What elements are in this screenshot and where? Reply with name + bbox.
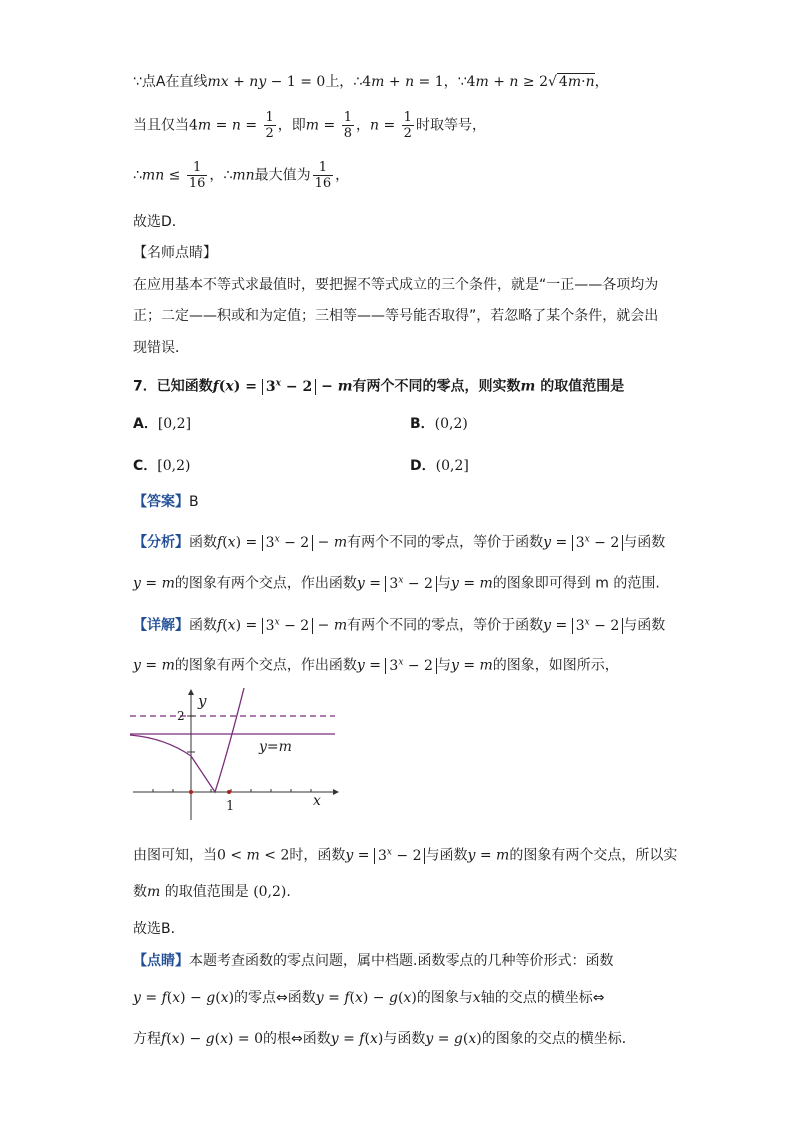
x-axis-arrow [333,789,339,795]
point-line-1: 【点睛】本题考查函数的零点问题，属中档题.函数零点的几种等价形式：函数 [133,953,614,969]
x-tick-label: 1 [226,799,235,814]
tip-line-2: 正；二定——积或和为定值；三相等——等号能否取得”，若忽略了某个条件，就会出 [133,308,659,324]
conclusion-line-2: 数m 的取值范围是 (0,2). [133,884,291,900]
question-7-stem: 7．已知函数$f(x) = 3^x - 2 - m$有两个不同的零点，则实数m 的取值范围是 [133,378,625,395]
x-one-dot [227,790,231,794]
option-c[interactable]: C．[0,2) [133,458,191,474]
function-graph [125,688,345,828]
origin-dot [189,790,193,794]
tip-line-1: 在应用基本不等式求最值时，要把握不等式成立的三个条件，就是“一正——各项均为 [133,277,659,293]
line-label: y=m [259,739,292,755]
analysis-line-2: y = m的图象有两个交点，作出函数$y = 3^x - 2$ 与y = m的图象即可得到 m 的范围. [133,575,660,592]
abs-function-curve [130,688,245,792]
choose-b: 故选B． [133,921,185,937]
analysis-line-1: 【分析】函数$f(x) = 3^x - 2 - m$有两个不同的零点，等价于函数$y = 3^x - 2$ 与函数 [133,534,666,551]
y-axis-label: y [198,692,207,710]
option-a[interactable]: A．[0,2] [133,416,192,432]
solution-line-3: ∴mn ≤ $\frac{1}{16}$ ，∴mn最大值为 $\frac{1}{16}$ ， [133,160,350,191]
solution-line-2: 当且仅当4m = n = $\frac{1}{2}$ ，即m = $\frac{1}{8}$ ，n = $\frac{1}{2}$ 时取等号， [133,110,486,141]
option-d[interactable]: D．(0,2] [410,458,469,474]
y-tick-label: 2 [177,709,185,723]
detail-line-1: 【详解】函数$f(x) = 3^x - 2 - m$有两个不同的零点，等价于函数$y = 3^x - 2$ 与函数 [133,617,666,634]
point-line-2: y = f(x) − g(x)的零点⇔函数y = f(x) − g(x)的图象与x轴的交点的横坐标⇔ [133,990,605,1006]
y-axis-arrow [188,689,194,695]
point-line-3: 方程f(x) − g(x) = 0的根⇔函数y = f(x)与函数y = g(x)的图象的交点的横坐标． [133,1031,636,1047]
x-axis-label: x [313,793,321,809]
tip-title: 【名师点睛】 [133,245,217,261]
conclusion-line-1: 由图可知，当0 < m < 2时，函数$y = 3^x - 2$ 与函数y = m的图象有两个交点，所以实 [133,847,678,864]
option-b[interactable]: B．(0,2) [410,416,468,432]
solution-line-1: ∵点A在直线mx + ny − 1 = 0上，∴4m + n = 1，∵4m + n ≥ 2√ 4m·n， [133,74,609,90]
answer-line: 【答案】B [133,494,199,510]
choose-d: 故选D． [133,214,186,230]
detail-line-2: y = m的图象有两个交点，作出函数$y = 3^x - 2$ 与y = m的图象，如图所示， [133,657,619,674]
tip-line-3: 现错误． [133,340,189,356]
